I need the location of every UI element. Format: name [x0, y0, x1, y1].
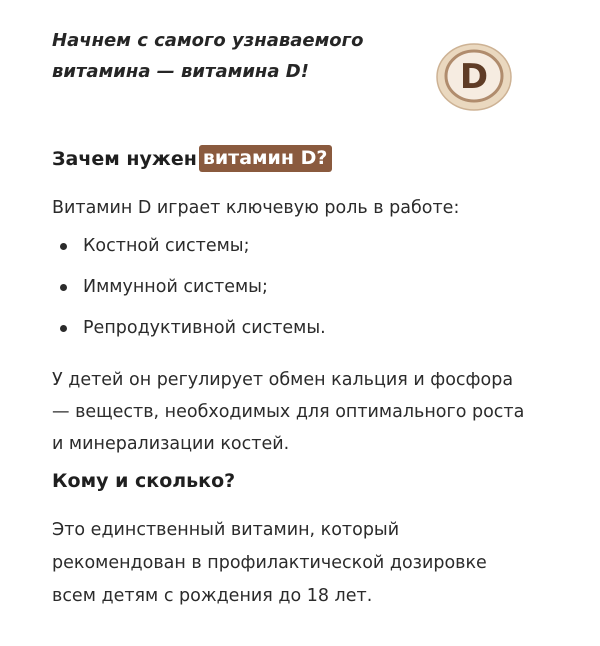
bullet-icon — [60, 243, 67, 250]
heading-text: Зачем нужен — [52, 147, 197, 170]
intro-line: Начнем с самого узнаваемого — [52, 30, 364, 51]
section-intro-text: Витамин D играет ключевую роль в работе: — [52, 198, 460, 218]
section-heading-who: Кому и сколько? — [52, 470, 236, 492]
list-item — [60, 275, 326, 316]
bullet-list — [60, 234, 326, 357]
intro-line: витамина — витамина D! — [52, 61, 309, 82]
list-item-text: Костной системы; — [83, 236, 250, 256]
paragraph-line: — веществ, необходимых для оптимального роста — [52, 402, 525, 422]
bullet-icon — [60, 325, 67, 332]
list-item — [60, 316, 326, 357]
paragraph-line: и минерализации костей. — [52, 434, 290, 454]
heading-highlight: витамин D? — [199, 145, 333, 172]
paragraph-line: рекомендован в профилактической дозировке — [52, 553, 487, 573]
list-item — [60, 234, 326, 275]
paragraph-children — [52, 364, 524, 460]
paragraph-line: У детей он регулирует обмен кальция и фосфора — [52, 370, 514, 390]
paragraph-dosage — [52, 514, 487, 613]
list-item-text: Иммунной системы; — [83, 277, 268, 297]
section-heading-why — [52, 145, 332, 172]
bullet-icon — [60, 284, 67, 291]
paragraph-line: Это единственный витамин, который — [52, 520, 400, 540]
vitamin-d-capsule-icon — [435, 41, 513, 111]
paragraph-line: всем детям с рождения до 18 лет. — [52, 586, 373, 606]
vitamin-letter: D — [459, 57, 489, 97]
intro-text — [52, 25, 412, 87]
list-item-text: Репродуктивной системы. — [83, 318, 326, 338]
